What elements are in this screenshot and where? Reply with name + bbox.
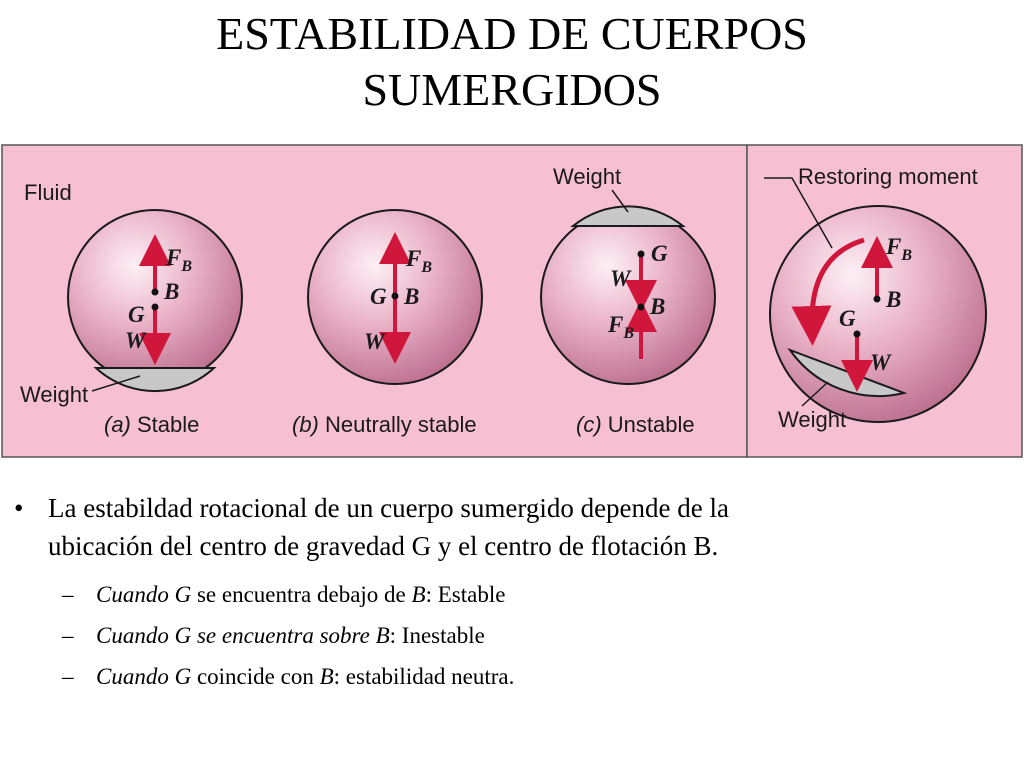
g-label-a: G <box>128 302 145 327</box>
fb-label-b: $F_B$ <box>406 246 433 276</box>
weight-label-a: Weight <box>20 382 89 407</box>
sub-bullet-text: Cuando G se encuentra sobre B: Inestable <box>96 623 485 648</box>
restoring-moment-label: Restoring moment <box>798 164 978 189</box>
fb-label-c: $F_B$ <box>608 312 635 342</box>
sub-dash: – <box>62 623 74 648</box>
w-label-a: W <box>125 328 146 353</box>
g-label-c: G <box>651 241 668 266</box>
slide-title <box>0 6 1024 118</box>
fb-label-d: $F_B$ <box>886 234 913 264</box>
g-label-d: G <box>839 306 856 331</box>
weight-label-c: Weight <box>553 164 622 189</box>
caption-neutral: (b) Neutrally stable <box>292 412 477 437</box>
title-line-2: SUMERGIDOS <box>362 64 662 115</box>
bullet-main-line-2: ubicación del centro de gravedad G y el centro de flotación B. <box>48 531 719 561</box>
g-label-b: G <box>370 284 387 309</box>
b-label-a: B <box>164 279 180 304</box>
w-label-d: W <box>870 350 891 375</box>
sub-bullet-text: Cuando G coincide con B: estabilidad neutra. <box>96 664 515 689</box>
caption-stable: (a) Stable <box>104 412 200 437</box>
stability-diagram <box>0 144 1024 458</box>
sphere-restoring <box>770 206 986 422</box>
w-label-c: W <box>610 266 631 291</box>
caption-unstable: (c) Unstable <box>576 412 695 437</box>
sphere-neutral <box>308 210 482 384</box>
sub-bullet-text: Cuando G se encuentra debajo de B: Estable <box>96 582 506 607</box>
weight-label-d: Weight <box>778 407 847 432</box>
b-label-c: B <box>650 294 666 319</box>
sub-dash: – <box>62 582 74 607</box>
title-line-1: ESTABILIDAD DE CUERPOS <box>216 8 808 59</box>
bullet-main-line-1: La estabildad rotacional de un cuerpo sumergido depende de la <box>48 493 729 523</box>
w-label-b: W <box>364 329 385 354</box>
sub-dash: – <box>62 664 74 689</box>
fluid-label: Fluid <box>24 180 72 205</box>
b-label-d: B <box>886 287 902 312</box>
stability-figure <box>0 144 1024 458</box>
b-label-b: B <box>404 284 420 309</box>
fb-label-a: $F_B$ <box>166 245 193 275</box>
bullet-dot: • <box>14 493 24 523</box>
